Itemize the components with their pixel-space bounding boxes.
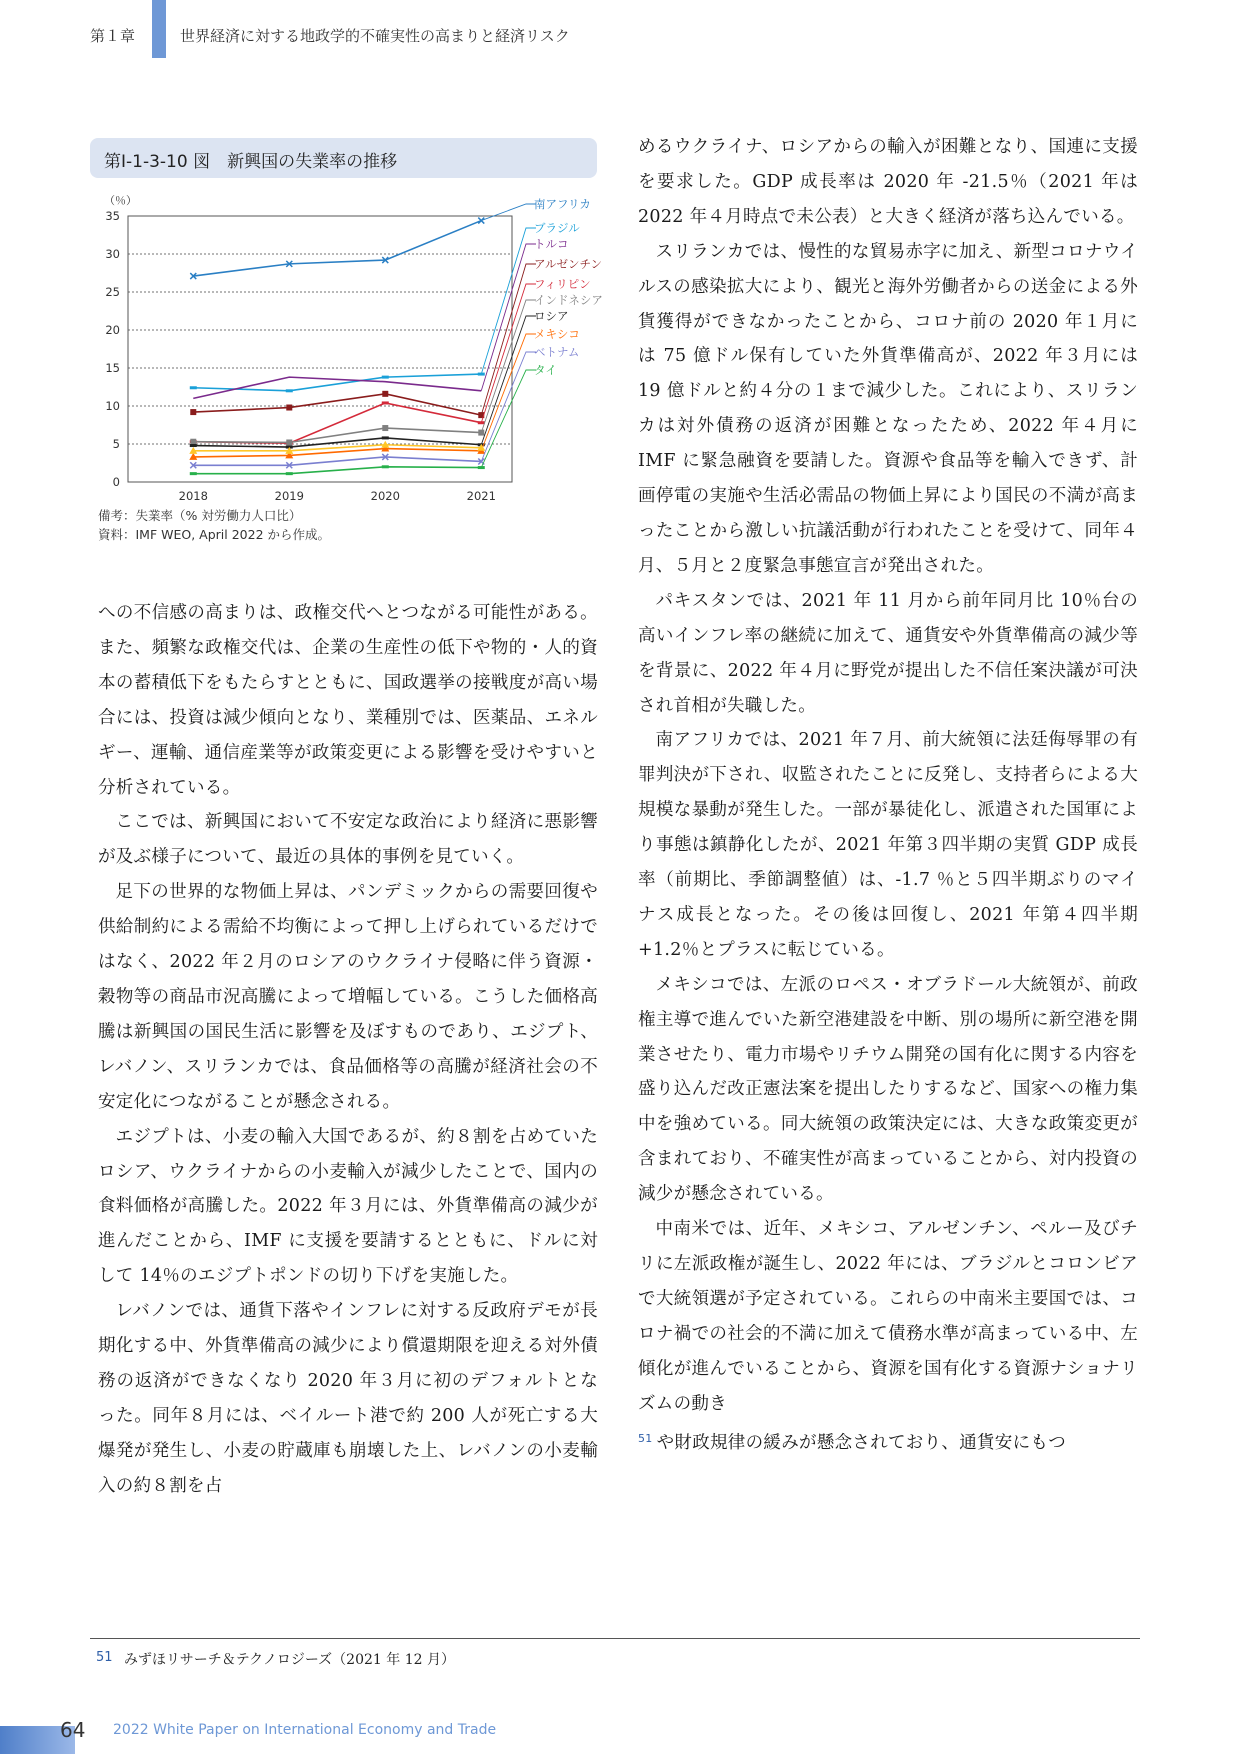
chapter-title: 世界経済に対する地政学的不確実性の高まりと経済リスク xyxy=(180,27,570,45)
header-accent-bar xyxy=(152,0,166,58)
page-number: 64 xyxy=(60,1718,86,1742)
series-label-leader xyxy=(481,284,536,423)
series-line xyxy=(193,394,481,415)
series-label: 南アフリカ xyxy=(534,197,591,211)
series-label-leader xyxy=(481,370,536,468)
right-column xyxy=(638,130,1138,1460)
series-label: フィリピン xyxy=(534,277,591,291)
data-point xyxy=(190,409,196,415)
data-point xyxy=(286,439,292,445)
chapter-label: 第１章 xyxy=(90,27,136,45)
paragraph xyxy=(638,1422,1138,1461)
footnote-ref[interactable]: 51 xyxy=(638,1431,653,1445)
data-point xyxy=(190,439,196,445)
series-line xyxy=(193,221,481,276)
paragraph-text: 足下の世界的な物価上昇は、パンデミックからの需要回復や供給制約による需給不均衡によって押し上げられているだけではなく、2022 年２月のロシアのウクライナ侵略に伴う資源・穀物等の商品市況高騰によって増幅している。こうした価格高騰は新興国の国民生活に影響を及ぼすものであり、エジプト、レバノン、スリランカでは、食品価格等の高騰が経済社会の不安定化につながることが懸念される。 xyxy=(98,882,598,1112)
series-label-leader xyxy=(481,352,536,461)
footnote-divider xyxy=(90,1638,1140,1639)
figure-title: 第Ⅰ-1-3-10 図 新興国の失業率の推移 xyxy=(104,152,398,172)
series-line xyxy=(193,457,481,465)
series-label-leader xyxy=(481,244,536,391)
y-unit-label: （％） xyxy=(104,194,137,207)
paragraph-text: パキスタンでは、2021 年 11 月から前年同月比 10％台の高いインフレ率の継続に加えて、通貨安や外貨準備高の減少等を背景に、2022 年４月に野党が提出した不信任案決議が可決され首相が失職した。 xyxy=(638,590,1138,716)
paragraph xyxy=(638,968,1138,1212)
y-tick-label: 20 xyxy=(105,323,120,337)
series-label: アルゼンチン xyxy=(534,257,602,271)
unemployment-line-chart xyxy=(90,188,603,528)
y-tick-label: 30 xyxy=(105,247,120,261)
data-point xyxy=(382,425,388,431)
x-tick-label: 2021 xyxy=(466,489,496,503)
series-label-leader xyxy=(481,264,536,415)
paragraph xyxy=(638,584,1138,724)
paragraph-text: や財政規律の緩みが懸念されており、通貨安にもつ xyxy=(656,1432,1067,1453)
paragraph-text: 中南米では、近年、メキシコ、アルゼンチン、ペルー及びチリに左派政権が誕生し、2022 年には、ブラジルとコロンビアで大統領選が予定されている。これらの中南米主要国では、コロナ禍での社会的不満に加えて債務水準が高まっている中、左傾化が進んでいることから、資源を国有化する資源ナショナリズムの動き xyxy=(638,1219,1138,1414)
footnote-text: みずほリサーチ＆テクノロジーズ（2021 年 12 月） xyxy=(124,1652,455,1668)
paragraph xyxy=(638,723,1138,967)
y-tick-label: 35 xyxy=(105,209,120,223)
paragraph-text: めるウクライナ、ロシアからの輸入が困難となり、国連に支援を要求した。GDP 成長率は 2020 年 -21.5％（2021 年は 2022 年４月時点で未公表）と大きく経済が落ち込んでいる。 xyxy=(638,137,1138,227)
figure-title-box xyxy=(90,138,597,178)
series-label: トルコ xyxy=(534,237,569,251)
y-tick-label: 25 xyxy=(105,285,120,299)
paragraph xyxy=(98,875,598,1119)
series-line xyxy=(193,428,481,442)
series-label: メキシコ xyxy=(534,327,580,341)
paragraph xyxy=(638,235,1138,584)
paragraph-text: レバノンでは、通貨下落やインフレに対する反政府デモが長期化する中、外貨準備高の減少により償還期限を迎える対外債務の返済ができなくなり 2020 年３月に初のデフォルトとなった。同年８月には、ベイルート港で約 200 人が死亡する大爆発が発生し、小麦の貯蔵庫も崩壊した上、レバノンの小麦輸入の約８割を占 xyxy=(98,1301,598,1496)
x-tick-label: 2018 xyxy=(178,489,208,503)
paragraph xyxy=(98,596,598,805)
paragraph xyxy=(638,130,1138,235)
paragraph xyxy=(98,1120,598,1295)
series-line xyxy=(193,403,481,443)
paragraph xyxy=(638,1212,1138,1421)
paragraph-text: スリランカでは、慢性的な貿易赤字に加え、新型コロナウイルスの感染拡大により、観光と海外労働者からの送金による外貨獲得ができなかったことから、コロナ前の 2020 年１月には 75 億ドル保有していた外貨準備高が、2022 年３月には 19 億ドルと約４分の１まで減少した。これにより、スリランカは対外債務の返済が困難となったため、2022 年４月に IMF に緊急融資を要請した。資源や食品等を輸入できず、計画停電の実施や生活必需品の物価上昇により国民の不満が高まったことから激しい抗議活動が行われたことを受けて、同年４月、５月と２度緊急事態宣言が発出された。 xyxy=(638,241,1138,576)
y-tick-label: 10 xyxy=(105,399,120,413)
series-label-leader xyxy=(481,204,536,221)
publication-title: 2022 White Paper on International Economy and Trade xyxy=(113,1722,497,1738)
paragraph xyxy=(98,1294,598,1503)
y-tick-label: 5 xyxy=(112,437,120,451)
paragraph-text: 南アフリカでは、2021 年７月、前大統領に法廷侮辱罪の有罪判決が下され、収監されたことに反発し、支持者らによる大規模な暴動が発生した。一部が暴徒化し、派遣された国軍により事態は鎮静化したが、2021 年第３四半期の実質 GDP 成長率（前期比、季節調整値）は、-1.7 ％と５四半期ぶりのマイナス成長となった。その後は回復し、2021 年第４四半期 +1.2％とプラスに転じている。 xyxy=(638,730,1138,960)
series-label: ベトナム xyxy=(534,345,580,359)
y-tick-label: 15 xyxy=(105,361,120,375)
paragraph xyxy=(98,805,598,875)
paragraph-text: メキシコでは、左派のロペス・オブラドール大統領が、前政権主導で進んでいた新空港建設を中断、別の場所に新空港を開業させたり、電力市場やリチウム開発の国有化に関する内容を盛り込んだ改正憲法案を提出したりするなど、国家への権力集中を強めている。同大統領の政策決定には、大きな政策変更が含まれており、不確実性が高まっていることから、対内投資の減少が懸念されている。 xyxy=(638,974,1138,1205)
series-line xyxy=(193,467,481,474)
x-tick-label: 2020 xyxy=(370,489,400,503)
series-label: ロシア xyxy=(534,309,569,323)
series-line xyxy=(193,377,481,398)
x-tick-label: 2019 xyxy=(274,489,304,503)
paragraph-text: エジプトは、小麦の輸入大国であるが、約８割を占めていたロシア、ウクライナからの小麦輸入が減少したことで、国内の食料価格が高騰した。2022 年３月には、外貨準備高の減少が進んだことから、IMF に支援を要請するとともに、ドルに対して 14％のエジプトポンドの切り下げを実施した。 xyxy=(98,1126,598,1287)
paragraph-text: への不信感の高まりは、政権交代へとつながる可能性がある。また、頻繁な政権交代は、企業の生産性の低下や物的・人的資本の蓄積低下をもたらすとともに、国政選挙の接戦度が高い場合には、投資は減少傾向となり、業種別では、医薬品、エネルギー、運輸、通信産業等が政策変更による影響を受けやすいと分析されている。 xyxy=(98,603,598,798)
series-line xyxy=(193,449,481,457)
series-label: ブラジル xyxy=(534,221,580,235)
paragraph-text: ここでは、新興国において不安定な政治により経済に悪影響が及ぶ様子について、最近の具体的事例を見ていく。 xyxy=(98,812,598,868)
data-point xyxy=(286,405,292,411)
figure-note: 備考：失業率（% 対労働力人口比） xyxy=(98,508,302,523)
left-column xyxy=(98,596,598,1504)
data-point xyxy=(382,391,388,397)
figure-source: 資料：IMF WEO, April 2022 から作成。 xyxy=(98,527,331,542)
series-label: タイ xyxy=(534,363,557,377)
footnote-number: 51 xyxy=(96,1650,113,1665)
series-label: インドネシア xyxy=(534,293,603,307)
y-tick-label: 0 xyxy=(112,475,120,489)
